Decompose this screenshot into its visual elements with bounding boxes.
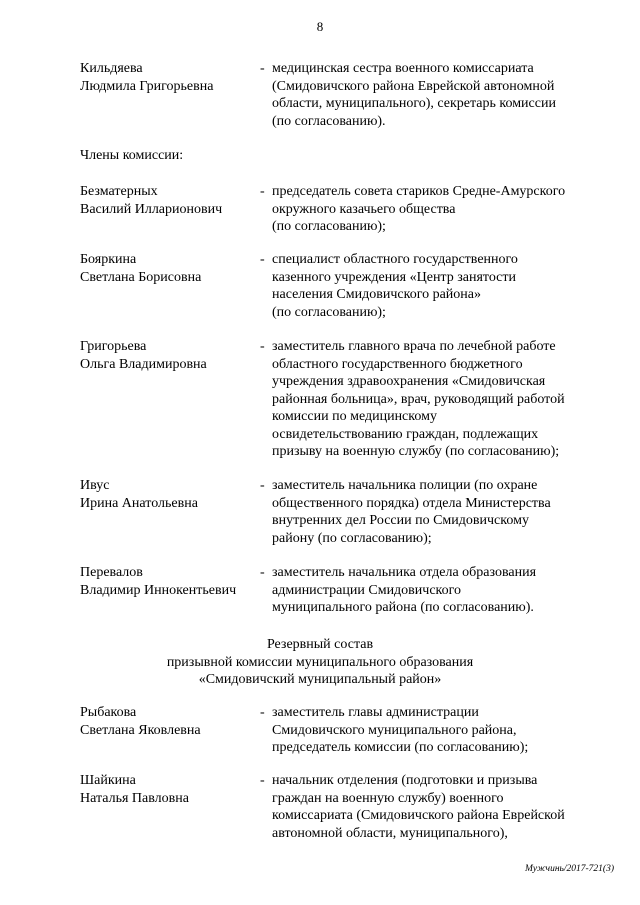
given-names: Владимир Иннокентьевич <box>80 582 237 598</box>
given-names: Василий Илларионович <box>80 201 223 217</box>
entry-name <box>80 704 260 739</box>
desc-line: комиссариата (Смидовичского района Еврейской <box>272 808 565 823</box>
dash: - <box>260 705 265 720</box>
desc-line: (по согласованию); <box>272 304 386 320</box>
desc-line: (по согласованию). <box>272 113 386 129</box>
entry-name <box>80 60 260 95</box>
surname: Безматерных <box>80 184 158 199</box>
desc-line: населения Смидовичского района» <box>272 287 481 302</box>
entry-name <box>80 772 260 807</box>
surname: Рыбакова <box>80 705 137 720</box>
dash: - <box>260 565 265 580</box>
given-names: Ольга Владимировна <box>80 356 207 372</box>
desc-line: районная больница», врач, руководящий работой <box>272 391 565 407</box>
entry-name <box>80 338 260 373</box>
reserve-heading-line: призывной комиссии муниципального образования <box>166 654 474 670</box>
desc-line: учреждения здравоохранения «Смидовичская <box>272 374 546 389</box>
desc-line: внутренних дел России по Смидовичскому <box>272 513 529 528</box>
entry-name <box>80 183 260 218</box>
desc-line: казенного учреждения «Центр занятости <box>272 269 517 285</box>
entry-description <box>272 564 612 617</box>
entry-name <box>80 564 260 599</box>
entry-description <box>272 183 612 236</box>
entry-description <box>272 60 612 130</box>
desc-line: комиссии по медицинскому <box>272 409 437 424</box>
desc-line: заместитель начальника полиции (по охране <box>272 478 538 493</box>
desc-line: начальник отделения (подготовки и призыва <box>272 773 538 788</box>
desc-line: Смидовичского муниципального района, <box>272 722 517 738</box>
desc-line: (Смидовичского района Еврейской автономной <box>272 78 555 94</box>
desc-line: медицинская сестра военного комиссариата <box>272 61 534 76</box>
desc-line: (по согласованию); <box>272 219 386 234</box>
dash: - <box>260 773 265 788</box>
given-names: Наталья Павловна <box>80 790 189 806</box>
desc-line: окружного казачьего общества <box>272 201 456 217</box>
desc-line: заместитель главного врача по лечебной работе <box>272 339 556 354</box>
desc-line: заместитель начальника отдела образования <box>272 565 537 580</box>
desc-line: председатель совета стариков Средне-Амурского <box>272 184 566 199</box>
given-names: Ирина Анатольевна <box>80 495 198 511</box>
desc-line: заместитель главы администрации <box>272 705 479 720</box>
desc-line: администрации Смидовичского <box>272 582 462 598</box>
footer-document-code: Мужчинь/2017-721(3) <box>524 864 614 874</box>
surname: Бояркина <box>80 252 137 267</box>
entry-description <box>272 477 612 547</box>
entry-description <box>272 338 612 461</box>
surname: Григорьева <box>80 339 147 354</box>
surname: Кильдяева <box>80 61 143 76</box>
reserve-heading-line: Резервный состав <box>266 637 374 652</box>
dash: - <box>260 184 265 199</box>
desc-line: общественного порядка) отдела Министерства <box>272 495 551 511</box>
given-names: Людмила Григорьевна <box>80 78 214 94</box>
reserve-heading-line: «Смидовичский муниципальный район» <box>198 672 442 687</box>
dash: - <box>260 252 265 267</box>
dash: - <box>260 478 265 493</box>
entry-description <box>272 704 612 757</box>
desc-line: призыву на военную службу (по согласованию); <box>272 444 560 459</box>
desc-line: освидетельствованию граждан, подлежащих <box>272 426 539 442</box>
desc-line: областного государственного бюджетного <box>272 356 523 372</box>
given-names: Светлана Борисовна <box>80 269 202 285</box>
desc-line: автономной области, муниципального), <box>272 825 508 841</box>
desc-line: району (по согласованию); <box>272 530 432 546</box>
entry-name <box>80 251 260 286</box>
dash: - <box>260 61 265 76</box>
desc-line: граждан на военную службу) военного <box>272 790 504 806</box>
surname: Ивус <box>80 478 110 493</box>
entry-name <box>80 477 260 512</box>
page-number: 8 <box>316 19 324 34</box>
members-label: Члены комиссии: <box>80 148 184 163</box>
surname: Шайкина <box>80 773 136 788</box>
entry-description <box>272 251 612 321</box>
desc-line: области, муниципального), секретарь комиссии <box>272 96 556 111</box>
desc-line: председатель комиссии (по согласованию); <box>272 740 529 755</box>
desc-line: муниципального района (по согласованию). <box>272 600 534 615</box>
reserve-heading <box>0 636 640 689</box>
desc-line: специалист областного государственного <box>272 252 518 267</box>
dash: - <box>260 339 265 354</box>
given-names: Светлана Яковлевна <box>80 722 201 738</box>
surname: Перевалов <box>80 565 143 580</box>
entry-description <box>272 772 612 842</box>
